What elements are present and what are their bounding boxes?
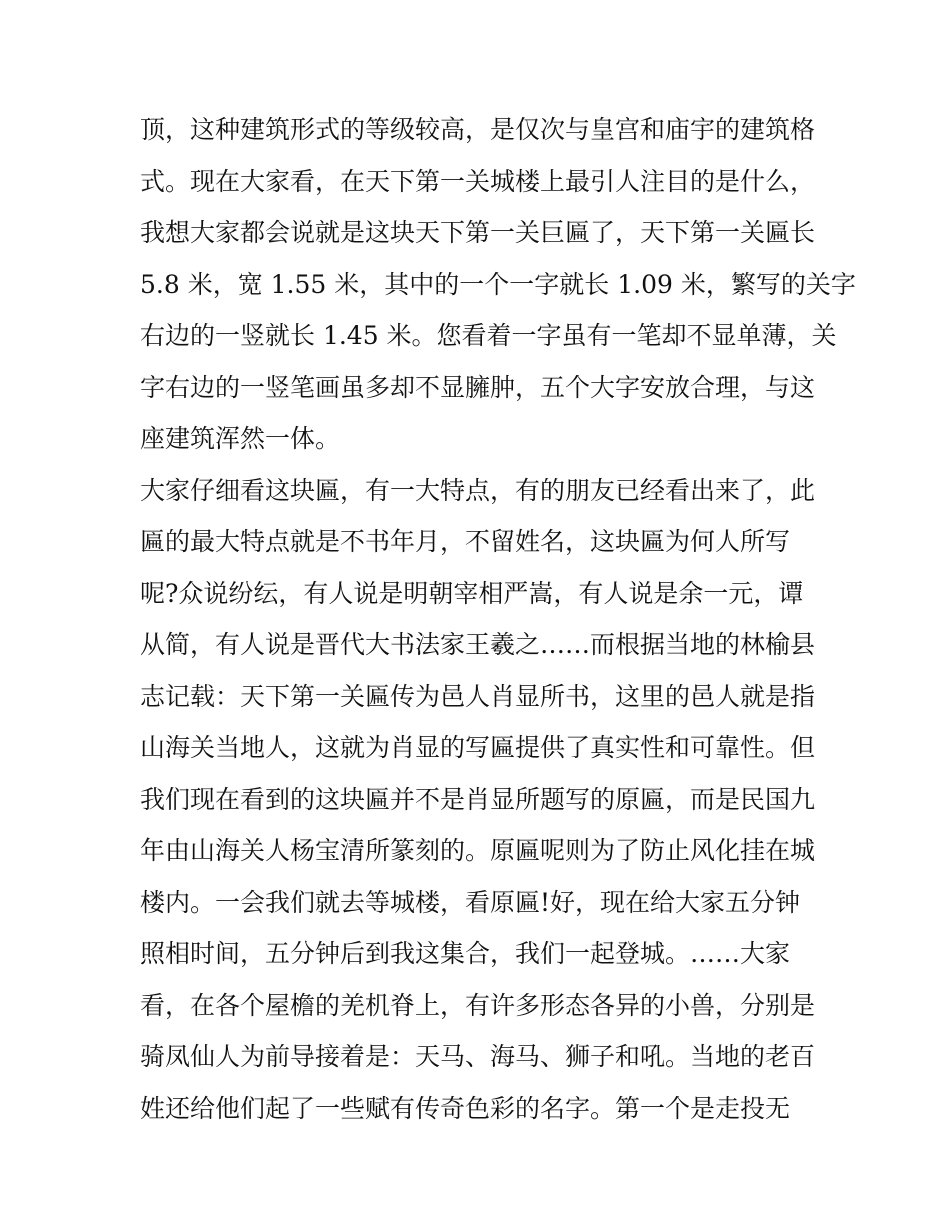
text-line: 山海关当地人，这就为肖显的写匾提供了真实性和可靠性。但 (140, 733, 816, 762)
text-line: 字右边的一竖笔画虽多却不显臃肿，五个大字安放合理，与这 (140, 372, 816, 402)
text-line: 呢?众说纷纭，有人说是明朝宰相严嵩，有人说是余一元，谭 (140, 578, 804, 608)
text-line: 式。现在大家看，在天下第一关城楼上最引人注目的是什么， (140, 166, 816, 196)
body-text (140, 104, 856, 1134)
text-line: 看，在各个屋檐的羌机脊上，有许多形态各异的小兽，分别是 (140, 990, 816, 1020)
text-line: 年由山海关人杨宝清所篆刻的。原匾呢则为了防止风化挂在城 (140, 836, 816, 865)
text-line: 我想大家都会说就是这块天下第一关巨匾了，天下第一关匾长 (140, 218, 816, 247)
text-line: 骑凤仙人为前导接着是：天马、海马、狮子和吼。当地的老百 (140, 1042, 816, 1071)
text-line: 照相时间，五分钟后到我这集合，我们一起登城。……大家 (140, 939, 791, 968)
text-line: 5.8 米，宽 1.55 米，其中的一个一字就长 1.09 米，繁写的关字 (140, 269, 856, 299)
text-line: 顶，这种建筑形式的等级较高，是仅次与皇宫和庙宇的建筑格 (140, 115, 816, 144)
text-line: 从简，有人说是晋代大书法家王羲之……而根据当地的林榆县 (140, 630, 816, 659)
text-line: 右边的一竖就长 1.45 米。您看着一字虽有一笔却不显单薄，关 (140, 321, 837, 350)
text-line: 姓还给他们起了一些赋有传奇色彩的名字。第一个是走投无 (140, 1093, 791, 1123)
text-line: 我们现在看到的这块匾并不是肖显所题写的原匾，而是民国九 (140, 784, 816, 814)
text-line: 楼内。一会我们就去等城楼，看原匾!好，现在给大家五分钟 (140, 887, 801, 917)
text-line: 座建筑浑然一体。 (140, 424, 341, 453)
text-line: 志记载：天下第一关匾传为邑人肖显所书，这里的邑人就是指 (140, 681, 816, 711)
text-line: 大家仔细看这块匾，有一大特点，有的朋友已经看出来了，此 (140, 475, 816, 505)
text-line: 匾的最大特点就是不书年月，不留姓名，这块匾为何人所写 (140, 527, 791, 556)
